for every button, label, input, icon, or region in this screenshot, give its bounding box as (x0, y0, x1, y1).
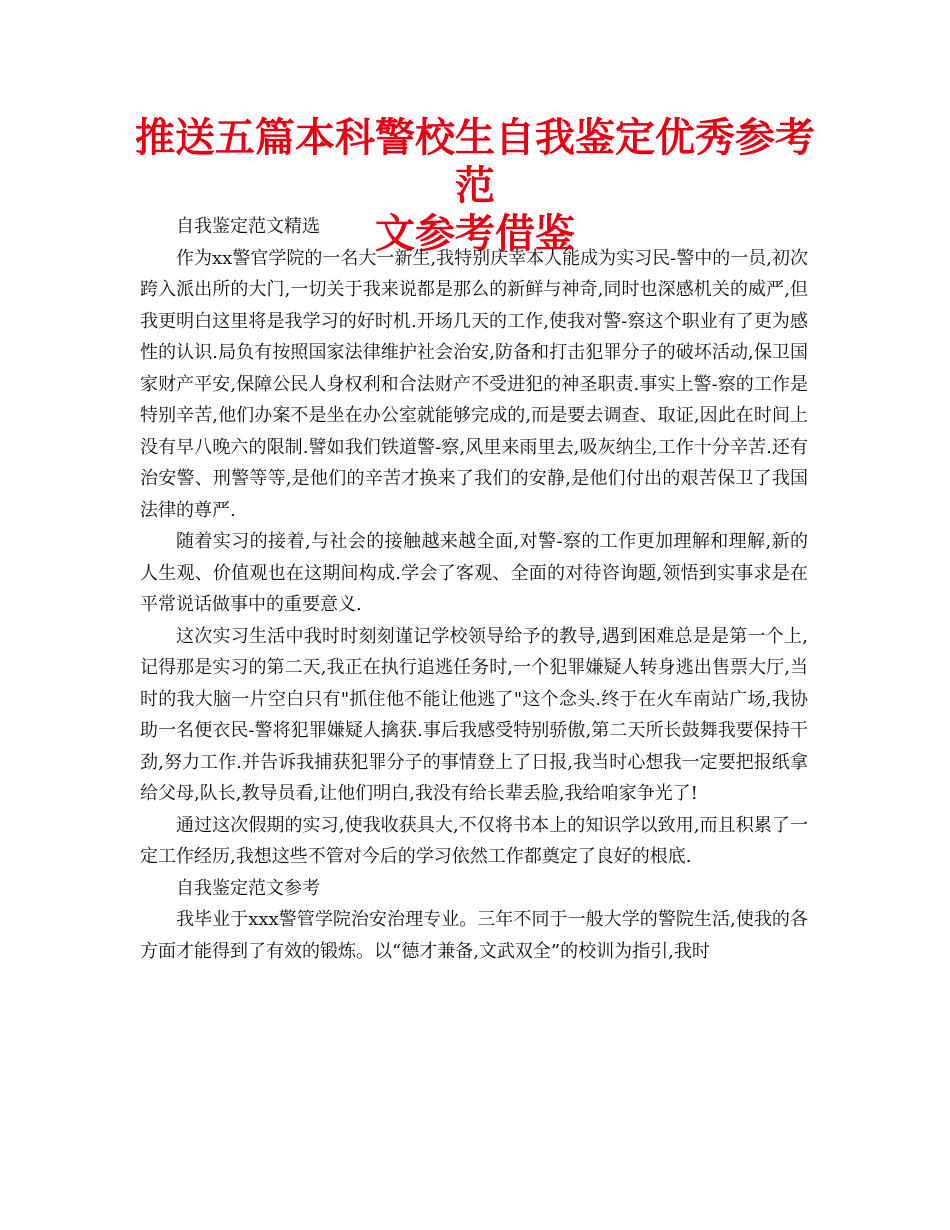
paragraph-2: 随着实习的接着,与社会的接触越来越全面,对警-察的工作更加理解和理解,新的人生观、价值观也在这期间构成.学会了客观、全面的对待咨询题,领悟到实事求是在平常说话做事中的重要意义. (140, 531, 808, 615)
paragraph-1: 作为xx警官学院的一名大一新生,我特别庆幸本人能成为实习民-警中的一员,初次跨入派出所的大门,一切关于我来说都是那么的新鲜与神奇,同时也深感机关的威严,但我更明白这里将是我学习的好时机.开场几天的工作,使我对警-察这个职业有了更为感性的认识.局负有按照国家法律维护社会治安,防备和打击犯罪分子的破坏活动,保卫国家财产平安,保障公民人身权利和合法财产不受进犯的神圣职责.事实上警-察的工作是特别辛苦,他们办案不是坐在办公室就能够完成的,而是要去调查、取证,因此在时间上没有早八晚六的限制.譬如我们铁道警-察,风里来雨里去,吸灰纳尘,工作十分辛苦.还有治安警、刑警等等,是他们的辛苦才换来了我们的安静,是他们付出的艰苦保卫了我国法律的尊严. (140, 247, 808, 521)
title-line-1: 推送五篇本科警校生自我鉴定优秀参考范 (135, 115, 815, 209)
paragraph-4: 通过这次假期的实习,使我收获具大,不仅将书本上的知识学以致用,而且积累了一定工作经历,我想这些不管对今后的学习依然工作都奠定了良好的根底. (140, 814, 808, 867)
section-heading-2: 自我鉴定范文参考 (176, 877, 320, 899)
title-line-2: 文参考借鉴 (375, 211, 575, 257)
document-body (140, 211, 808, 967)
paragraph-5: 我毕业于xxx警管学院治安治理专业。三年不同于一般大学的警院生活,使我的各方面才能得到了有效的锻炼。以“德才兼备,文武双全”的校训为指引,我时 (140, 909, 808, 962)
section-heading-1: 自我鉴定范文精选 (176, 216, 320, 237)
paragraph-3: 这次实习生活中我时时刻刻谨记学校领导给予的教导,遇到困难总是是第一个上,记得那是实习的第二天,我正在执行追逃任务时,一个犯罪嫌疑人转身逃出售票大厅,当时的我大脑一片空白只有"抓住他不能让他逃了"这个念头.终于在火车南站广场,我协助一名便衣民-警将犯罪嫌疑人擒获.事后我感受特别骄傲,第二天所长鼓舞我要保持干劲,努力工作.并告诉我捕获犯罪分子的事情登上了日报,我当时心想我一定要把报纸拿给父母,队长,教导员看,让他们明白,我没有给长辈丢脸,我给咱家争光了! (140, 625, 808, 804)
